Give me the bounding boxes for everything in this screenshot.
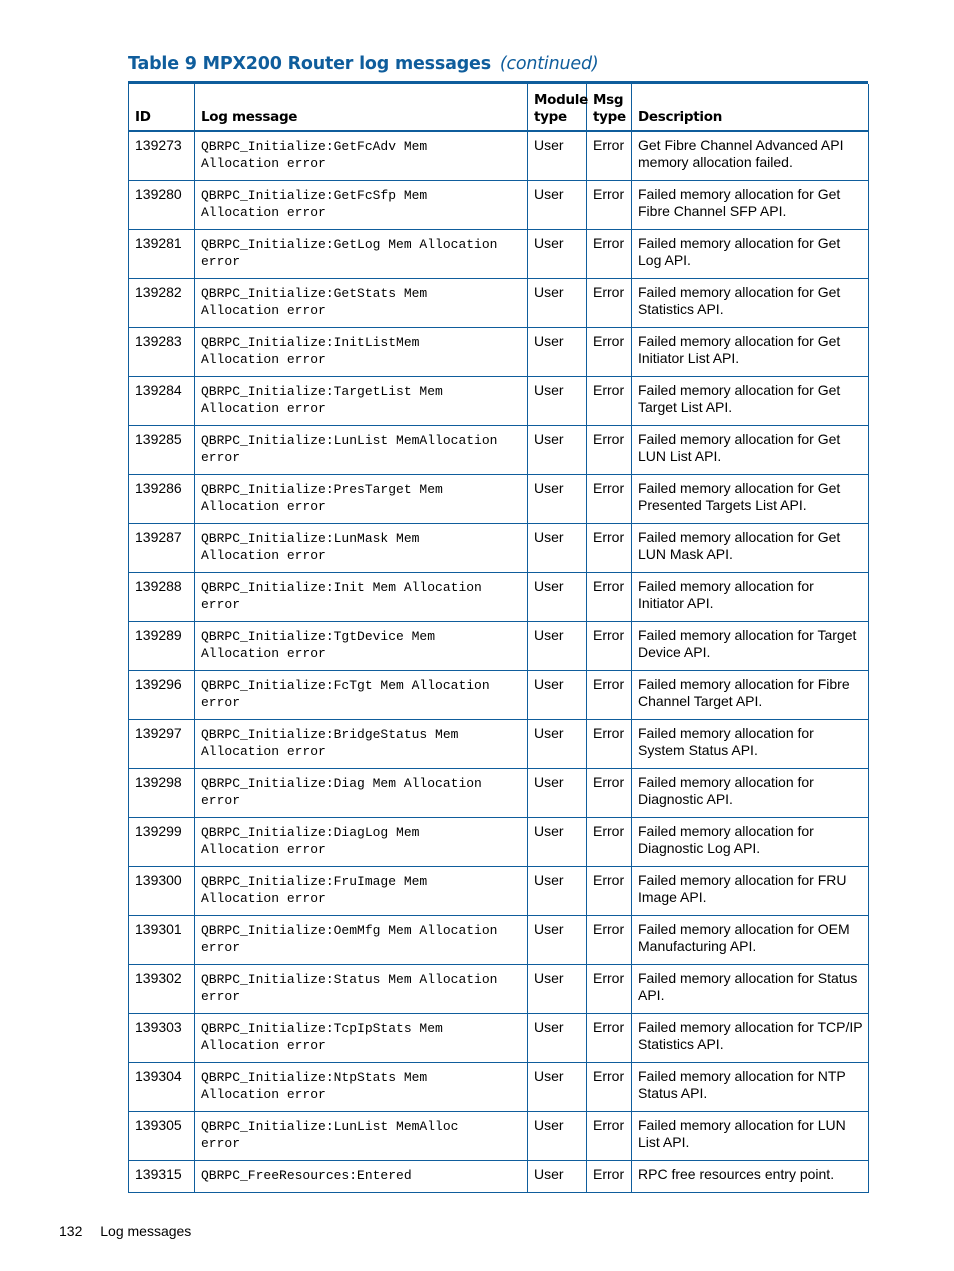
cell-id: 139286 bbox=[129, 475, 195, 524]
page-number: 132 bbox=[59, 1223, 83, 1239]
cell-msg-type: Error bbox=[587, 573, 632, 622]
table-row bbox=[129, 720, 869, 769]
header-msg-type bbox=[587, 84, 632, 131]
table-body bbox=[129, 131, 869, 1193]
cell-msg-type: Error bbox=[587, 377, 632, 426]
cell-log-message bbox=[195, 720, 528, 769]
cell-id: 139288 bbox=[129, 573, 195, 622]
cell-module-type: User bbox=[528, 916, 587, 965]
table-row bbox=[129, 573, 869, 622]
table-row bbox=[129, 377, 869, 426]
cell-log-message bbox=[195, 769, 528, 818]
cell-log-message bbox=[195, 230, 528, 279]
cell-description: Failed memory allocation for Get Statistics API. bbox=[632, 279, 869, 328]
cell-description: Failed memory allocation for TCP/IP Statistics API. bbox=[632, 1014, 869, 1063]
table-row bbox=[129, 867, 869, 916]
cell-module-type: User bbox=[528, 131, 587, 181]
log-message-line: Allocation error bbox=[201, 744, 326, 759]
cell-msg-type: Error bbox=[587, 475, 632, 524]
log-message-line: Allocation error bbox=[201, 499, 326, 514]
table-row bbox=[129, 230, 869, 279]
cell-module-type: User bbox=[528, 426, 587, 475]
cell-id: 139281 bbox=[129, 230, 195, 279]
cell-msg-type: Error bbox=[587, 720, 632, 769]
header-description: Description bbox=[632, 84, 869, 131]
cell-module-type: User bbox=[528, 230, 587, 279]
page-footer bbox=[59, 1223, 191, 1239]
log-message-line: QBRPC_Initialize:GetFcSfp Mem bbox=[201, 188, 428, 203]
cell-log-message bbox=[195, 1161, 528, 1193]
cell-module-type: User bbox=[528, 573, 587, 622]
log-message-line: error bbox=[201, 254, 241, 269]
cell-log-message bbox=[195, 916, 528, 965]
cell-module-type: User bbox=[528, 1161, 587, 1193]
log-message-line: QBRPC_Initialize:GetFcAdv Mem bbox=[201, 139, 428, 154]
log-message-line: QBRPC_Initialize:PresTarget Mem bbox=[201, 482, 443, 497]
log-message-line: QBRPC_Initialize:Diag Mem Allocation bbox=[201, 776, 482, 791]
cell-description: Failed memory allocation for OEM Manufacturing API. bbox=[632, 916, 869, 965]
cell-log-message bbox=[195, 426, 528, 475]
cell-id: 139283 bbox=[129, 328, 195, 377]
cell-msg-type: Error bbox=[587, 671, 632, 720]
cell-log-message bbox=[195, 279, 528, 328]
log-message-line: QBRPC_Initialize:TargetList Mem bbox=[201, 384, 443, 399]
log-message-line: error bbox=[201, 793, 241, 808]
cell-id: 139289 bbox=[129, 622, 195, 671]
cell-log-message bbox=[195, 328, 528, 377]
log-message-line: Allocation error bbox=[201, 842, 326, 857]
log-message-line: error bbox=[201, 695, 241, 710]
cell-msg-type: Error bbox=[587, 181, 632, 230]
cell-module-type: User bbox=[528, 867, 587, 916]
cell-description: Failed memory allocation for Get Presented Targets List API. bbox=[632, 475, 869, 524]
cell-id: 139304 bbox=[129, 1063, 195, 1112]
cell-msg-type: Error bbox=[587, 524, 632, 573]
cell-module-type: User bbox=[528, 279, 587, 328]
cell-log-message bbox=[195, 181, 528, 230]
cell-id: 139280 bbox=[129, 181, 195, 230]
table-row bbox=[129, 1112, 869, 1161]
header-id: ID bbox=[129, 84, 195, 131]
table-row bbox=[129, 671, 869, 720]
cell-log-message bbox=[195, 671, 528, 720]
log-message-line: Allocation error bbox=[201, 891, 326, 906]
cell-description: Get Fibre Channel Advanced API memory allocation failed. bbox=[632, 131, 869, 181]
cell-log-message bbox=[195, 1063, 528, 1112]
cell-msg-type: Error bbox=[587, 426, 632, 475]
cell-module-type: User bbox=[528, 818, 587, 867]
log-message-line: error bbox=[201, 989, 241, 1004]
log-message-line: QBRPC_Initialize:LunList MemAlloc bbox=[201, 1119, 459, 1134]
cell-module-type: User bbox=[528, 524, 587, 573]
cell-id: 139299 bbox=[129, 818, 195, 867]
table-row bbox=[129, 524, 869, 573]
log-message-line: Allocation error bbox=[201, 548, 326, 563]
log-message-line: error bbox=[201, 1136, 241, 1151]
cell-id: 139282 bbox=[129, 279, 195, 328]
header-log-message: Log message bbox=[195, 84, 528, 131]
table-header-row bbox=[129, 84, 869, 131]
cell-module-type: User bbox=[528, 1112, 587, 1161]
table-title: Table 9 MPX200 Router log messages bbox=[128, 54, 491, 74]
log-message-line: QBRPC_Initialize:TcpIpStats Mem bbox=[201, 1021, 443, 1036]
cell-description: Failed memory allocation for Get LUN Mask API. bbox=[632, 524, 869, 573]
cell-log-message bbox=[195, 475, 528, 524]
table-row bbox=[129, 475, 869, 524]
cell-description: Failed memory allocation for Fibre Channel Target API. bbox=[632, 671, 869, 720]
cell-id: 139287 bbox=[129, 524, 195, 573]
log-message-line: QBRPC_Initialize:OemMfg Mem Allocation bbox=[201, 923, 498, 938]
log-messages-table bbox=[128, 84, 869, 1193]
log-message-line: QBRPC_Initialize:Init Mem Allocation bbox=[201, 580, 482, 595]
cell-msg-type: Error bbox=[587, 818, 632, 867]
cell-description: Failed memory allocation for Diagnostic Log API. bbox=[632, 818, 869, 867]
cell-id: 139273 bbox=[129, 131, 195, 181]
table-row bbox=[129, 131, 869, 181]
cell-log-message bbox=[195, 965, 528, 1014]
log-message-line: Allocation error bbox=[201, 156, 326, 171]
log-message-line: QBRPC_Initialize:FcTgt Mem Allocation bbox=[201, 678, 490, 693]
cell-description: Failed memory allocation for System Status API. bbox=[632, 720, 869, 769]
table-row bbox=[129, 426, 869, 475]
log-message-line: Allocation error bbox=[201, 303, 326, 318]
cell-msg-type: Error bbox=[587, 131, 632, 181]
cell-msg-type: Error bbox=[587, 1112, 632, 1161]
cell-module-type: User bbox=[528, 475, 587, 524]
log-message-line: Allocation error bbox=[201, 352, 326, 367]
table-row bbox=[129, 1014, 869, 1063]
cell-id: 139284 bbox=[129, 377, 195, 426]
log-message-line: Allocation error bbox=[201, 401, 326, 416]
cell-msg-type: Error bbox=[587, 328, 632, 377]
cell-id: 139300 bbox=[129, 867, 195, 916]
table-row bbox=[129, 1161, 869, 1193]
cell-log-message bbox=[195, 131, 528, 181]
cell-msg-type: Error bbox=[587, 916, 632, 965]
cell-msg-type: Error bbox=[587, 622, 632, 671]
log-message-line: QBRPC_Initialize:BridgeStatus Mem bbox=[201, 727, 459, 742]
header-msg-type-line1: Msg bbox=[593, 92, 624, 108]
log-message-line: Allocation error bbox=[201, 1038, 326, 1053]
cell-msg-type: Error bbox=[587, 1161, 632, 1193]
log-message-line: QBRPC_Initialize:InitListMem bbox=[201, 335, 420, 350]
cell-module-type: User bbox=[528, 181, 587, 230]
cell-id: 139301 bbox=[129, 916, 195, 965]
log-message-line: error bbox=[201, 597, 241, 612]
cell-log-message bbox=[195, 818, 528, 867]
cell-log-message bbox=[195, 1014, 528, 1063]
cell-log-message bbox=[195, 573, 528, 622]
header-module-type-line1: Module bbox=[534, 92, 588, 108]
log-message-line: QBRPC_Initialize:GetStats Mem bbox=[201, 286, 428, 301]
cell-module-type: User bbox=[528, 1063, 587, 1112]
cell-msg-type: Error bbox=[587, 230, 632, 279]
cell-description: RPC free resources entry point. bbox=[632, 1161, 869, 1193]
log-message-line: QBRPC_Initialize:NtpStats Mem bbox=[201, 1070, 428, 1085]
table-caption bbox=[128, 54, 598, 74]
cell-msg-type: Error bbox=[587, 1014, 632, 1063]
cell-description: Failed memory allocation for Target Device API. bbox=[632, 622, 869, 671]
cell-description: Failed memory allocation for LUN List API. bbox=[632, 1112, 869, 1161]
cell-description: Failed memory allocation for Get Target List API. bbox=[632, 377, 869, 426]
cell-id: 139303 bbox=[129, 1014, 195, 1063]
table-row bbox=[129, 279, 869, 328]
cell-description: Failed memory allocation for Get Initiator List API. bbox=[632, 328, 869, 377]
log-message-line: error bbox=[201, 940, 241, 955]
cell-description: Failed memory allocation for Initiator API. bbox=[632, 573, 869, 622]
log-message-line: QBRPC_Initialize:DiagLog Mem bbox=[201, 825, 420, 840]
cell-module-type: User bbox=[528, 1014, 587, 1063]
table-row bbox=[129, 965, 869, 1014]
cell-id: 139315 bbox=[129, 1161, 195, 1193]
log-message-line: QBRPC_FreeResources:Entered bbox=[201, 1168, 412, 1183]
header-msg-type-line2: type bbox=[593, 109, 626, 125]
cell-description: Failed memory allocation for Diagnostic API. bbox=[632, 769, 869, 818]
log-message-line: Allocation error bbox=[201, 205, 326, 220]
table-row bbox=[129, 622, 869, 671]
log-message-line: QBRPC_Initialize:GetLog Mem Allocation bbox=[201, 237, 498, 252]
table-row bbox=[129, 181, 869, 230]
cell-msg-type: Error bbox=[587, 279, 632, 328]
cell-msg-type: Error bbox=[587, 965, 632, 1014]
table-row bbox=[129, 769, 869, 818]
log-message-line: QBRPC_Initialize:Status Mem Allocation bbox=[201, 972, 498, 987]
header-module-type bbox=[528, 84, 587, 131]
cell-log-message bbox=[195, 524, 528, 573]
cell-description: Failed memory allocation for NTP Status API. bbox=[632, 1063, 869, 1112]
cell-log-message bbox=[195, 377, 528, 426]
cell-description: Failed memory allocation for Get LUN List API. bbox=[632, 426, 869, 475]
cell-module-type: User bbox=[528, 769, 587, 818]
footer-section: Log messages bbox=[100, 1223, 192, 1239]
cell-log-message bbox=[195, 622, 528, 671]
log-message-line: Allocation error bbox=[201, 646, 326, 661]
cell-id: 139302 bbox=[129, 965, 195, 1014]
cell-description: Failed memory allocation for Get Log API. bbox=[632, 230, 869, 279]
cell-module-type: User bbox=[528, 377, 587, 426]
cell-log-message bbox=[195, 1112, 528, 1161]
log-message-line: Allocation error bbox=[201, 1087, 326, 1102]
log-message-line: QBRPC_Initialize:LunList MemAllocation bbox=[201, 433, 498, 448]
table-row bbox=[129, 1063, 869, 1112]
cell-log-message bbox=[195, 867, 528, 916]
cell-module-type: User bbox=[528, 622, 587, 671]
log-message-line: error bbox=[201, 450, 241, 465]
cell-module-type: User bbox=[528, 671, 587, 720]
log-message-line: QBRPC_Initialize:LunMask Mem bbox=[201, 531, 420, 546]
table-row bbox=[129, 916, 869, 965]
cell-description: Failed memory allocation for FRU Image API. bbox=[632, 867, 869, 916]
cell-id: 139297 bbox=[129, 720, 195, 769]
log-message-line: QBRPC_Initialize:TgtDevice Mem bbox=[201, 629, 436, 644]
cell-description: Failed memory allocation for Get Fibre Channel SFP API. bbox=[632, 181, 869, 230]
cell-description: Failed memory allocation for Status API. bbox=[632, 965, 869, 1014]
cell-id: 139305 bbox=[129, 1112, 195, 1161]
cell-module-type: User bbox=[528, 720, 587, 769]
table-row bbox=[129, 328, 869, 377]
cell-msg-type: Error bbox=[587, 867, 632, 916]
cell-module-type: User bbox=[528, 328, 587, 377]
table-row bbox=[129, 818, 869, 867]
table-continued: (continued) bbox=[499, 54, 599, 74]
cell-module-type: User bbox=[528, 965, 587, 1014]
cell-msg-type: Error bbox=[587, 769, 632, 818]
log-message-line: QBRPC_Initialize:FruImage Mem bbox=[201, 874, 428, 889]
cell-msg-type: Error bbox=[587, 1063, 632, 1112]
cell-id: 139296 bbox=[129, 671, 195, 720]
cell-id: 139298 bbox=[129, 769, 195, 818]
header-module-type-line2: type bbox=[534, 109, 567, 125]
cell-id: 139285 bbox=[129, 426, 195, 475]
